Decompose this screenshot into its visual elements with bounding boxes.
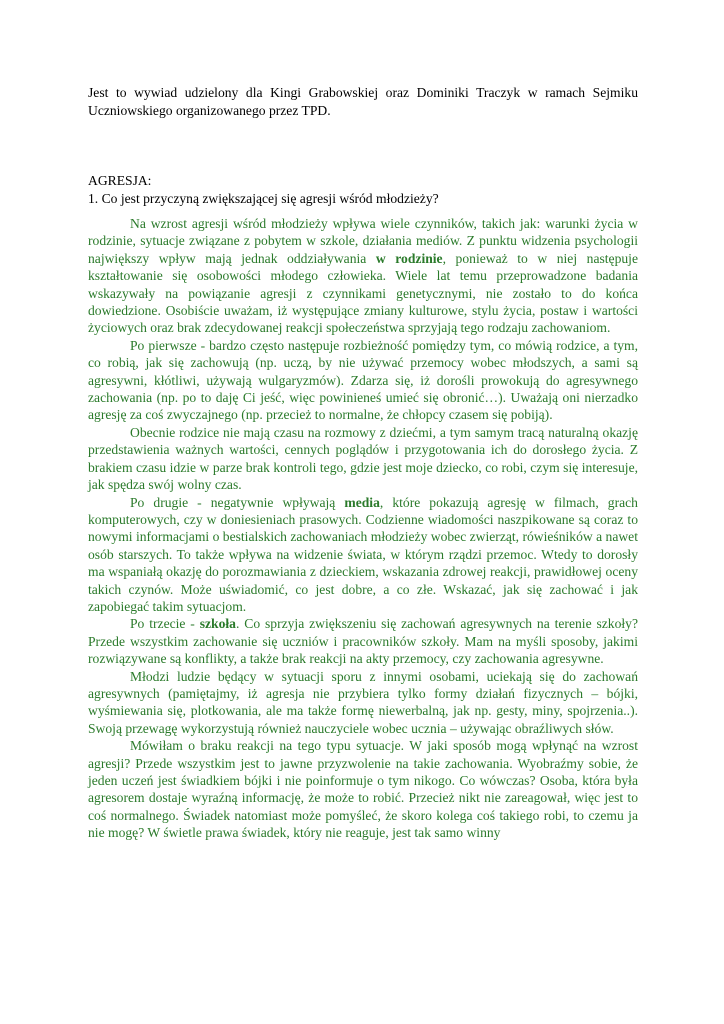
paragraph	[88, 424, 638, 494]
paragraph	[88, 615, 638, 667]
section-title: AGRESJA:	[88, 173, 152, 188]
paragraph-bold: w rodzinie	[375, 250, 443, 266]
paragraph	[88, 215, 638, 337]
paragraph-text: Mówiłam o braku reakcji na tego typu sytuacje. W jaki sposób mogą wpłynąć na wzrost agresji? Przede wszystkim jest to jawne przyzwolenie na takie zachowania. Wyobraźmy sobie, że jeden uczeń jest świadkiem bójki i nie poinformuje o tym nikogo. Co wówczas? Osoba, która była agresorem dostaje wyraźną informację, że może to robić. Przecież nikt nie zareagował, więc jest to coś normalnego. Świadek natomiast może pomyśleć, że skoro kolega coś takiego robi, to czemu ja nie mogę? W świetle prawa świadek, który nie reaguje, jest tak samo winny	[88, 738, 638, 841]
intro-text: Jest to wywiad udzielony dla Kingi Grabowskiej oraz Dominiki Traczyk w ramach Sejmiku Uczniowskiego organizowanego przez TPD.	[88, 85, 638, 118]
paragraph-text: . Co sprzyja zwiększeniu się zachowań agresywnych na terenie szkoły? Przede wszystkim zachowanie się uczniów i pracowników szkoły. Mam na myśli sposoby, jakimi rozwiązywane są konflikty, a także brak reakcji na akty przemocy, czy zachowania agresywne.	[88, 616, 638, 667]
question-title: 1. Co jest przyczyną zwiększającej się agresji wśród młodzieży?	[88, 191, 439, 206]
paragraph-text: Po drugie - negatywnie wpływają	[130, 494, 345, 510]
paragraph	[88, 737, 638, 841]
paragraph-text: Na wzrost agresji wśród młodzieży wpływa wiele czynników, takich jak: warunki życia w rodzinie, sytuacje związane z pobytem w szkole, działania mediów. Z punktu widzenia psychologii największy wpływ mają jednak oddziaływania	[88, 216, 638, 266]
paragraph-text: Młodzi ludzie będący w sytuacji sporu z innymi osobami, uciekają się do zachowań agresywnych (pamiętajmy, iż agresja nie przybiera tylko formy działań fizycznych – bójki, wyśmiewania się, plotkowania, ale ma także formę niewerbalną, jak np. gesty, miny, spojrzenia..). Swoją przewagę wykorzystują również nauczyciele wobec ucznia – używając obraźliwych słów.	[88, 668, 638, 736]
paragraph-bold: szkoła	[199, 616, 236, 632]
paragraph-text: Obecnie rodzice nie mają czasu na rozmowy z dziećmi, a tym samym tracą naturalną okazję przedstawienia ważnych wartości, cennych poglądów i przygotowania ich do dorosłego życia. Z brakiem czasu idzie w parze brak kontroli tego, gdzie jest moje dziecko, co robi, czym się interesuje, jak spędza swój wolny czas.	[88, 424, 638, 493]
section-heading	[88, 172, 638, 208]
paragraph-text: Po pierwsze - bardzo często następuje rozbieżność pomiędzy tym, co mówią rodzice, a tym, co robią, jak się zachowują (np. uczą, by nie używać przemocy wobec młodszych, a sami są agresywni, kłótliwi, używają wulgaryzmów). Zdarza się, iż dorośli prowokują do agresywnego zachowania (np. po to daję Ci jeść, więc powinieneś umieć się obronić…). Uważają oni nierzadko agresję za coś zwyczajnego (np. przecież to normalne, że chłopcy czasem się pobiją).	[88, 337, 638, 423]
paragraph	[88, 494, 638, 616]
paragraph	[88, 668, 638, 738]
paragraph	[88, 337, 638, 424]
paragraph-text: , które pokazują agresję w filmach, grach komputerowych, czy w doniesieniach prasowych. Codzienne wiadomości naszpikowane są coraz to nowymi informacjami o bestialskich zachowaniach młodzieży wobec zwierząt, rówieśników a nawet osób starszych. To także wpływa na widzenie świata, w którym rządzi przemoc. Wtedy to dorosły ma wspaniałą okazję do porozmawiania z dzieckiem, wskazania zdrowej reakcji, prawidłowej oceny takich czynów. Może uświadomić, co jest dobre, a co złe. Wskazać, jak się zachować i jak zapobiegać takim sytuacjom.	[88, 494, 638, 614]
paragraph-bold: media	[344, 494, 380, 510]
paragraph-text: , ponieważ to w niej następuje kształtowanie się osobowości młodego człowieka. Wiele lat temu przeprowadzone badania wskazywały na powiązanie agresji z czynnikami genetycznymi, nie zostało to do końca dowiedzione. Osobiście uważam, iż występujące zmiany kulturowe, stylu życia, postaw i wartości życiowych oraz brak zdecydowanej reakcji społeczeństwa sprzyjają tego rodzaju zachowaniom.	[88, 250, 638, 336]
answer-body	[88, 215, 638, 842]
paragraph-text: Po trzecie -	[130, 616, 200, 632]
